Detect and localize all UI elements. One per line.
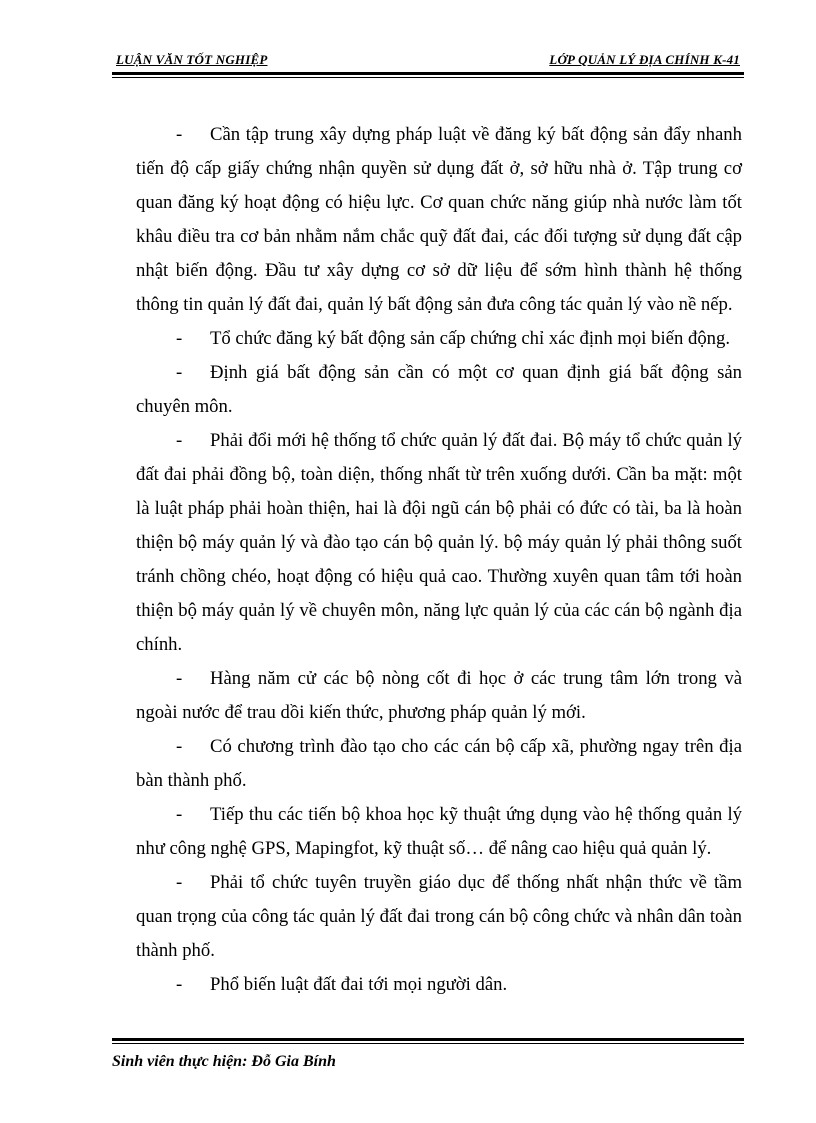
bullet-dash: - <box>176 974 183 995</box>
paragraph <box>136 424 742 662</box>
footer-author: Sinh viên thực hiện: Đỗ Gia Bính <box>112 1053 336 1070</box>
paragraph <box>136 798 742 866</box>
paragraph <box>136 968 742 1002</box>
bullet-dash: - <box>176 430 183 451</box>
header-rule-thin <box>112 77 744 78</box>
paragraph <box>136 866 742 968</box>
footer-rule <box>112 1038 744 1041</box>
paragraph-text: Phải đổi mới hệ thống tổ chức quản lý đất đai. Bộ máy tổ chức quản lý đất đai phải đồng bộ, toàn diện, thống nhất từ trên xuống dưới. Cần ba mặt: một là luật pháp phải hoàn thiện, hai là đội ngũ cán bộ phải có đức có tài, ba là hoàn thiện bộ máy quản lý và đào tạo cán bộ quản lý. bộ máy quản lý phải thông suốt tránh chồng chéo, hoạt động có hiệu quả cao. Thường xuyên quan tâm tới hoàn thiện bộ máy quản lý về chuyên môn, năng lực quản lý của các cán bộ ngành địa chính. <box>136 430 742 655</box>
page-header <box>112 52 744 68</box>
paragraph-text: Hàng năm cử các bộ nòng cốt đi học ở các trung tâm lớn trong và ngoài nước để trau dồi kiến thức, phương pháp quản lý mới. <box>136 668 742 723</box>
paragraph-text: Phổ biến luật đất đai tới mọi người dân. <box>210 974 508 995</box>
paragraph-text: Phải tổ chức tuyên truyền giáo dục để thống nhất nhận thức về tầm quan trọng của công tác quản lý đất đai trong cán bộ công chức và nhân dân toàn thành phố. <box>136 872 742 961</box>
paragraph <box>136 356 742 424</box>
paragraph-text: Có chương trình đào tạo cho các cán bộ cấp xã, phường ngay trên địa bàn thành phố. <box>136 736 742 791</box>
bullet-dash: - <box>176 124 183 145</box>
footer-rule-thin <box>112 1043 744 1044</box>
header-thesis-title: LUẬN VĂN TỐT NGHIỆP <box>116 52 268 67</box>
paragraph-text: Cần tập trung xây dựng pháp luật về đăng ký bất động sản đẩy nhanh tiến độ cấp giấy chứng nhận quyền sử dụng đất ở, sở hữu nhà ở. Tập trung cơ quan đăng ký hoạt động có hiệu lực. Cơ quan chức năng giúp nhà nước làm tốt khâu điều tra cơ bản nhằm nắm chắc quỹ đất đai, các đối tượng sử dụng đất cập nhật biến động. Đầu tư xây dựng cơ sở dữ liệu để sớm hình thành hệ thống thông tin quản lý đất đai, quản lý bất động sản đưa công tác quản lý vào nề nếp. <box>136 124 742 315</box>
header-class-name: LỚP QUẢN LÝ ĐỊA CHÍNH K-41 <box>549 52 740 67</box>
paragraph <box>136 118 742 322</box>
document-body <box>136 118 742 1002</box>
paragraph-text: Tổ chức đăng ký bất động sản cấp chứng chỉ xác định mọi biến động. <box>210 328 731 349</box>
paragraph-text: Tiếp thu các tiến bộ khoa học kỹ thuật ứng dụng vào hệ thống quản lý như công nghệ GPS, Mapingfot, kỹ thuật số… để nâng cao hiệu quả quản lý. <box>136 804 742 859</box>
bullet-dash: - <box>176 804 183 825</box>
bullet-dash: - <box>176 328 183 349</box>
bullet-dash: - <box>176 668 183 689</box>
paragraph <box>136 662 742 730</box>
paragraph-text: Định giá bất động sản cần có một cơ quan định giá bất động sản chuyên môn. <box>136 362 742 417</box>
bullet-dash: - <box>176 736 183 757</box>
bullet-dash: - <box>176 362 183 383</box>
bullet-dash: - <box>176 872 183 893</box>
header-rule <box>112 72 744 75</box>
paragraph <box>136 730 742 798</box>
paragraph <box>136 322 742 356</box>
